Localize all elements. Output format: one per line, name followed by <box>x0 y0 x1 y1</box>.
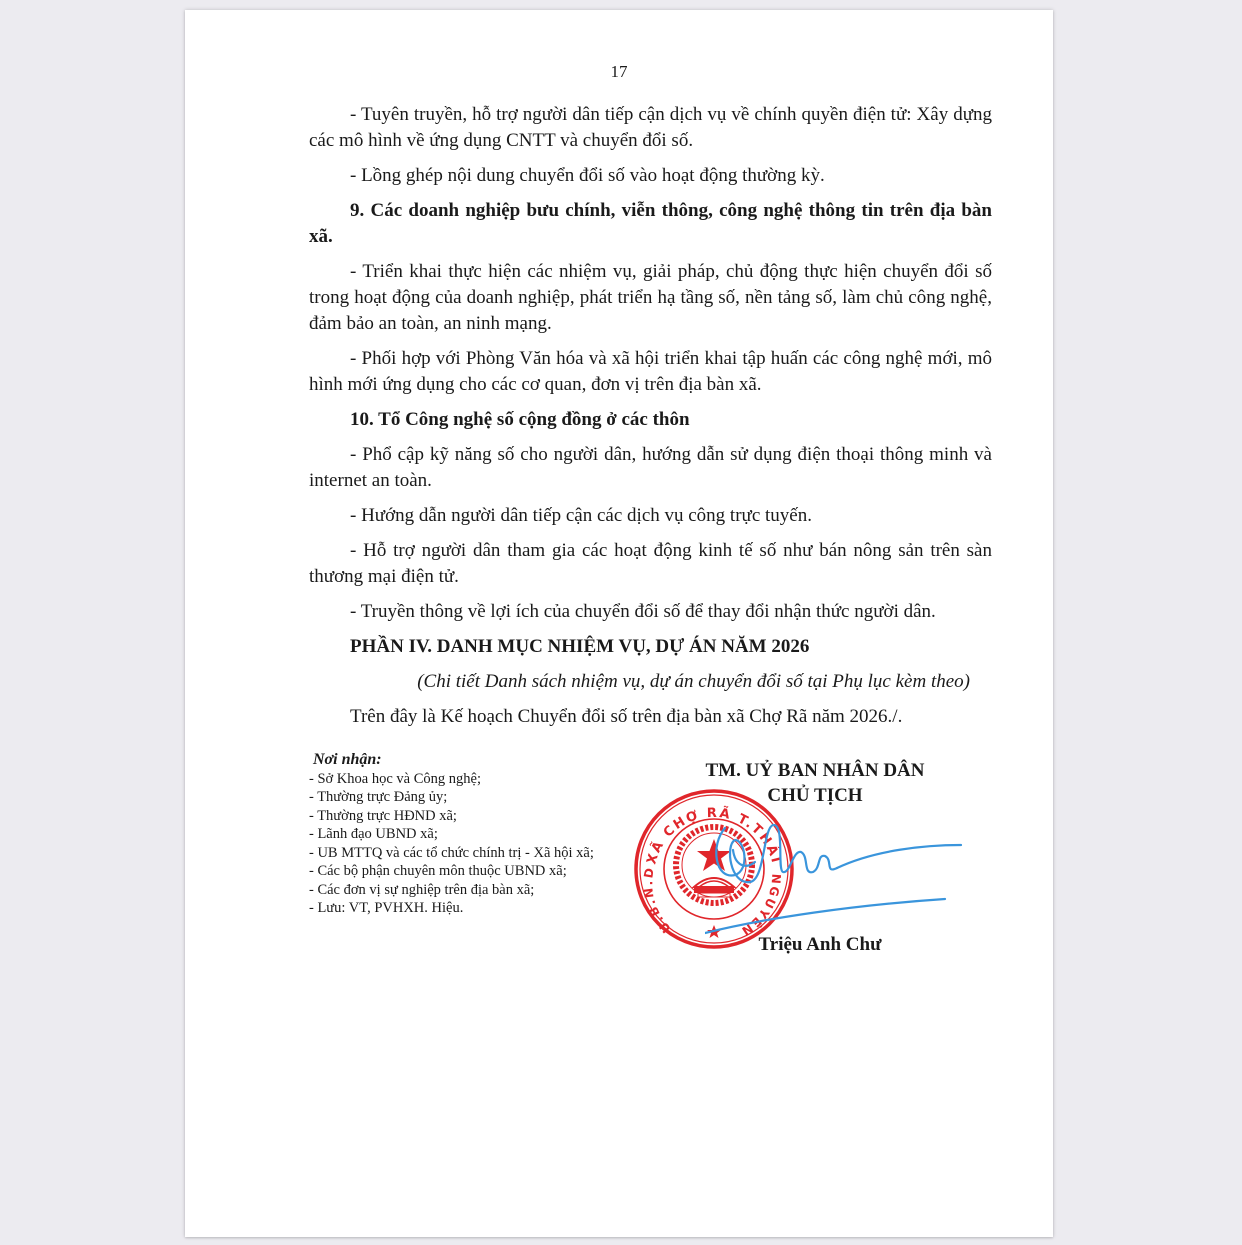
recipient-item: - UB MTTQ và các tổ chức chính trị - Xã hội xã; <box>309 844 594 861</box>
paragraph-8: - Truyền thông về lợi ích của chuyển đổi số để thay đổi nhận thức người dân. <box>350 601 936 622</box>
signer-position: CHỦ TỊCH <box>767 785 863 806</box>
paragraph-3: - Triển khai thực hiện các nhiệm vụ, giải pháp, chủ động thực hiện chuyển đổi số trong hoạt động của doanh nghiệp, phát triển hạ tầng số, nền tảng số, làm chủ công nghệ, đảm bảo an toàn, an ninh mạng. <box>309 261 992 334</box>
paragraph-7: - Hỗ trợ người dân tham gia các hoạt động kinh tế số như bán nông sản trên sàn thương mại điện tử. <box>309 540 992 587</box>
signer-name: Triệu Anh Chư <box>758 934 882 955</box>
part-iv-heading: PHẦN IV. DANH MỤC NHIỆM VỤ, DỰ ÁN NĂM 2026 <box>350 636 810 657</box>
paragraph-1: - Tuyên truyền, hỗ trợ người dân tiếp cận dịch vụ về chính quyền điện tử: Xây dựng các mô hình về ứng dụng CNTT và chuyển đổi số. <box>309 104 992 151</box>
closing-statement: Trên đây là Kế hoạch Chuyển đổi số trên địa bàn xã Chợ Rã năm 2026./. <box>350 706 903 727</box>
recipient-item: - Sở Khoa học và Công nghệ; <box>309 770 481 787</box>
page-number: 17 <box>610 62 628 81</box>
recipient-item: - Thường trực Đảng ủy; <box>309 789 448 805</box>
paragraph-2: - Lồng ghép nội dung chuyển đổi số vào hoạt động thường kỳ. <box>350 165 825 186</box>
section-heading-9: 9. Các doanh nghiệp bưu chính, viễn thông, công nghệ thông tin trên địa bàn xã. <box>309 200 992 247</box>
appendix-note: (Chi tiết Danh sách nhiệm vụ, dự án chuyển đổi số tại Phụ lục kèm theo) <box>417 671 970 692</box>
document-page <box>185 10 1053 1237</box>
paragraph-5: - Phổ cập kỹ năng số cho người dân, hướng dẫn sử dụng điện thoại thông minh và internet an toàn. <box>309 444 992 491</box>
recipient-item: - Các bộ phận chuyên môn thuộc UBND xã; <box>309 863 567 879</box>
svg-text:XÃ CHỢ RÃ T.THÁI: XÃ CHỢ RÃ T.THÁI <box>644 805 784 867</box>
paragraph-4: - Phối hợp với Phòng Văn hóa và xã hội triển khai tập huấn các công nghệ mới, mô hình mới ứng dụng cho các cơ quan, đơn vị trên địa bàn xã. <box>309 348 992 395</box>
on-behalf-label: TM. UỶ BAN NHÂN DÂN <box>705 760 925 781</box>
recipient-item: - Các đơn vị sự nghiệp trên địa bàn xã; <box>309 881 535 898</box>
svg-text:U.B.N.D: U.B.N.D <box>641 865 674 936</box>
recipient-item: - Lãnh đạo UBND xã; <box>309 826 438 842</box>
paragraph-6: - Hướng dẫn người dân tiếp cận các dịch vụ công trực tuyến. <box>350 505 812 526</box>
handwritten-signature-icon <box>705 810 965 940</box>
document-body <box>309 102 992 739</box>
recipient-item: - Thường trực HĐND xã; <box>309 807 457 824</box>
recipient-item: - Lưu: VT, PVHXH. Hiệu. <box>309 900 464 916</box>
svg-text:NGUYÊN: NGUYÊN <box>737 873 784 940</box>
section-heading-10: 10. Tổ Công nghệ số cộng đồng ở các thôn <box>350 409 690 430</box>
recipients-block <box>309 751 639 918</box>
recipients-title: Nơi nhận: <box>313 751 382 768</box>
